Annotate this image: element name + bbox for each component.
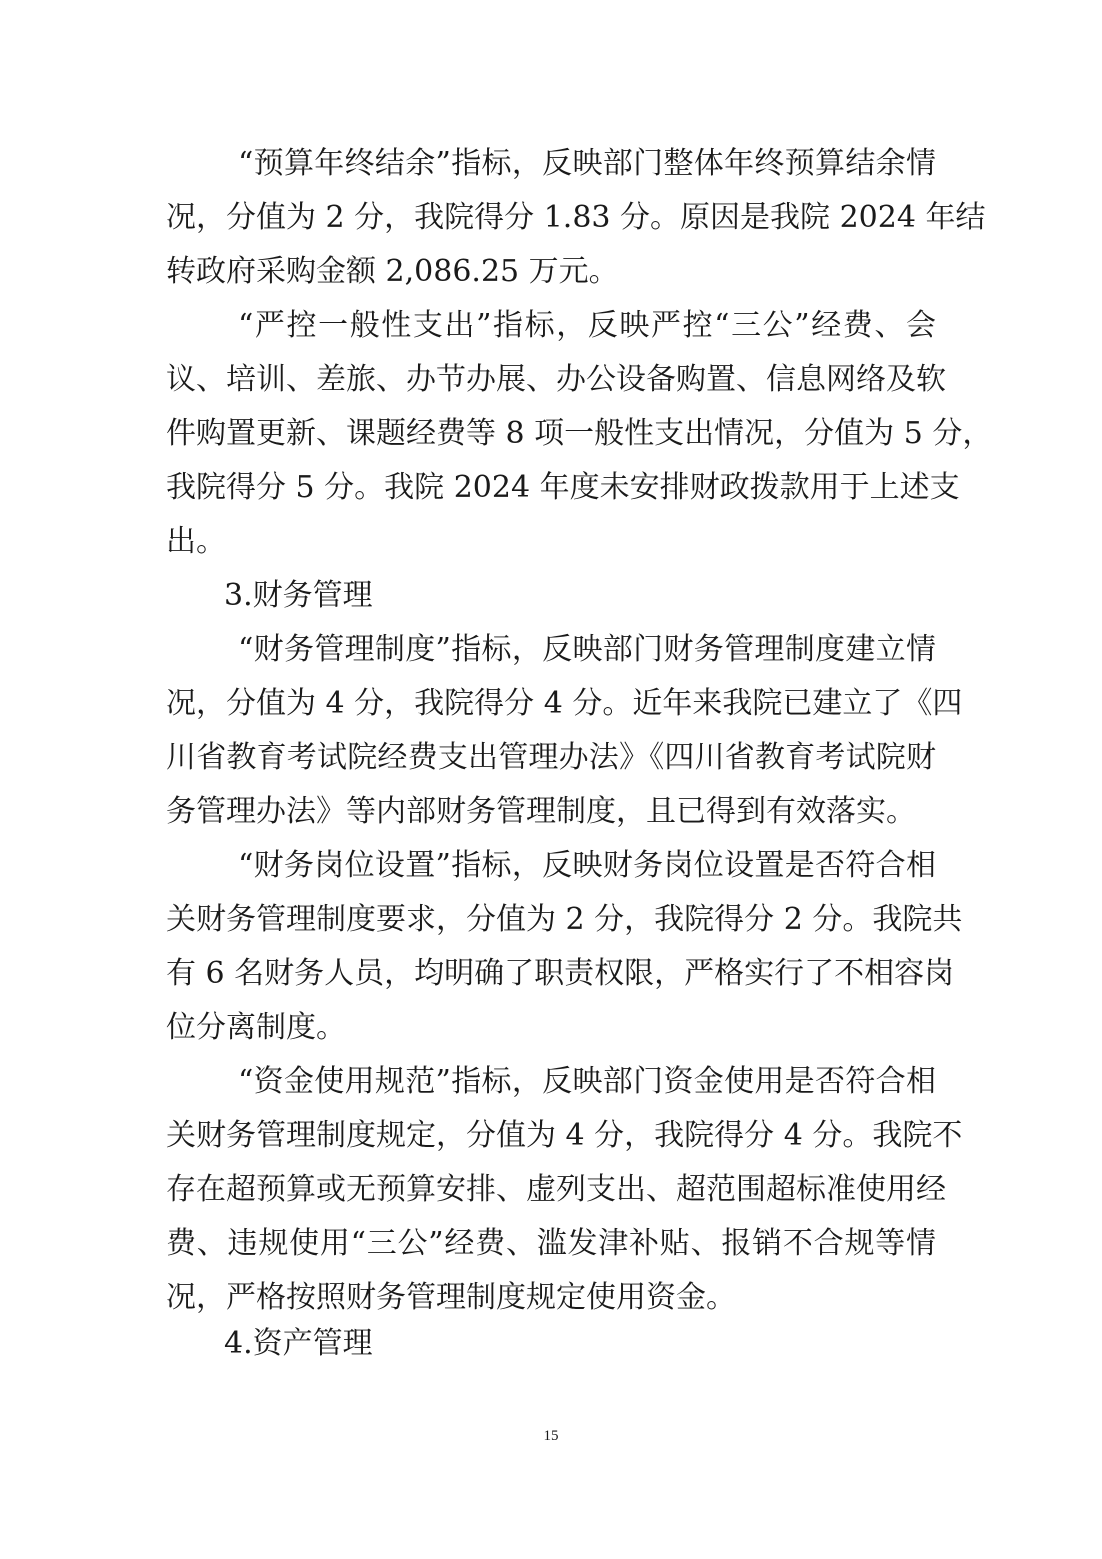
- page-number: 15: [543, 1428, 559, 1444]
- paragraph-line: 转政府采购金额 2,086.25 万元。: [166, 254, 619, 289]
- paragraph-line: “财务管理制度”指标，反映部门财务管理制度建立情: [238, 632, 936, 667]
- paragraph-line: 务管理办法》等内部财务管理制度，且已得到有效落实。: [166, 794, 916, 829]
- paragraph-line: 件购置更新、课题经费等 8 项一般性支出情况，分值为 5 分，: [166, 416, 993, 451]
- paragraph-line: “财务岗位设置”指标，反映财务岗位设置是否符合相: [238, 848, 936, 883]
- paragraph-line: 况，分值为 4 分，我院得分 4 分。近年来我院已建立了《四: [166, 686, 963, 721]
- paragraph-line: 议、培训、差旅、办节办展、办公设备购置、信息网络及软: [166, 362, 946, 397]
- paragraph-line: 位分离制度。: [166, 1010, 346, 1045]
- paragraph-line: 况，严格按照财务管理制度规定使用资金。: [166, 1280, 736, 1315]
- paragraph-line: 川省教育考试院经费支出管理办法》《四川省教育考试院财: [166, 740, 936, 775]
- section-heading: 4.资产管理: [224, 1326, 373, 1361]
- paragraph-line: 况，分值为 2 分，我院得分 1.83 分。原因是我院 2024 年结: [166, 200, 986, 235]
- paragraph-line: 我院得分 5 分。我院 2024 年度未安排财政拨款用于上述支: [166, 470, 960, 505]
- paragraph-line: “严控一般性支出”指标，反映严控“三公”经费、会: [238, 308, 936, 343]
- paragraph-line: 关财务管理制度规定，分值为 4 分，我院得分 4 分。我院不: [166, 1118, 963, 1153]
- paragraph-line: 关财务管理制度要求，分值为 2 分，我院得分 2 分。我院共: [166, 902, 963, 937]
- paragraph-line: “预算年终结余”指标，反映部门整体年终预算结余情: [238, 146, 936, 181]
- paragraph-line: 有 6 名财务人员，均明确了职责权限，严格实行了不相容岗: [166, 956, 955, 991]
- paragraph-line: 存在超预算或无预算安排、虚列支出、超范围超标准使用经: [166, 1172, 946, 1207]
- section-heading: 3.财务管理: [224, 578, 373, 613]
- paragraph-line: 出。: [166, 524, 226, 559]
- paragraph-line: “资金使用规范”指标，反映部门资金使用是否符合相: [238, 1064, 936, 1099]
- paragraph-line: 费、违规使用“三公”经费、滥发津补贴、报销不合规等情: [166, 1226, 936, 1261]
